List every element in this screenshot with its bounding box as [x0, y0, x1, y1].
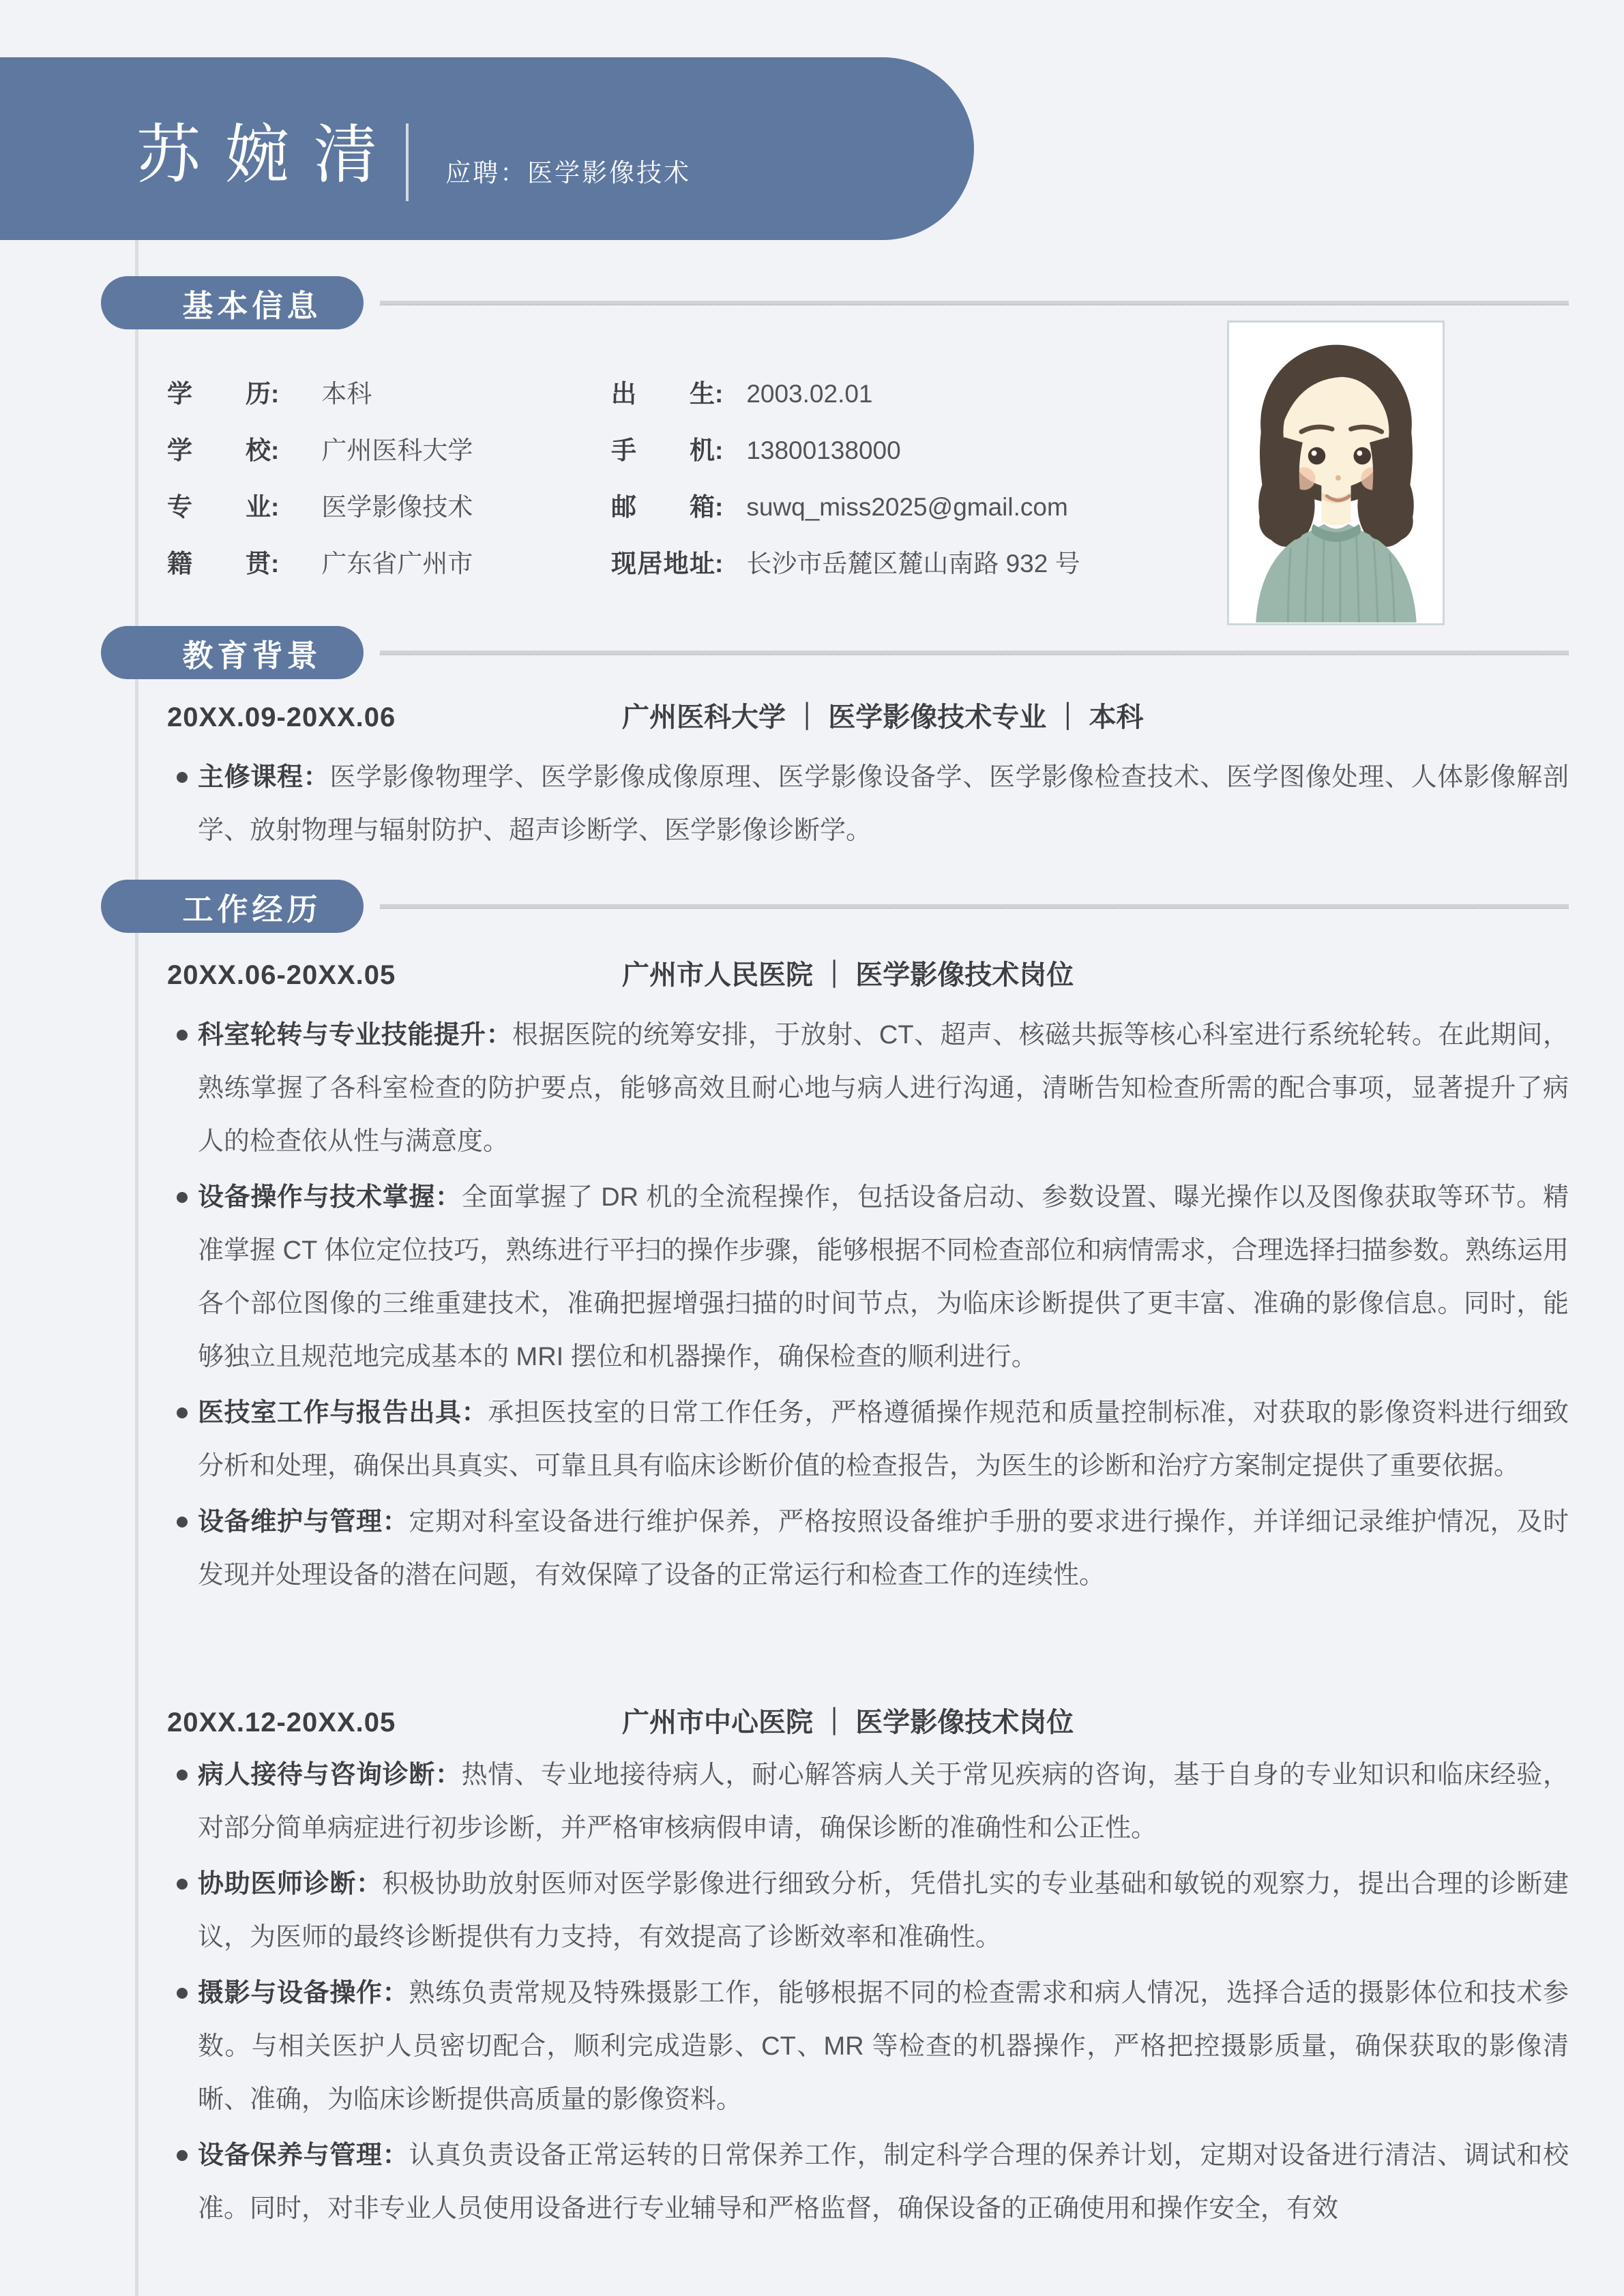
- job1-period: 20XX.06-20XX.05: [167, 960, 396, 990]
- field-value: 13800138000: [746, 436, 901, 464]
- section-title-basic: 基本信息: [101, 276, 364, 329]
- field-value: suwq_miss2025@gmail.com: [746, 493, 1068, 521]
- job1-bullets: [167, 1009, 1569, 1605]
- section-rule: [380, 651, 1569, 655]
- education-bullets: [167, 751, 1569, 860]
- section-head-work: [101, 880, 1569, 933]
- bullet-dot: [177, 1407, 188, 1418]
- header-band: [0, 57, 974, 240]
- field-value: 医学影像技术: [321, 493, 473, 521]
- field-label: 学校: [167, 436, 271, 464]
- timeline-line: [135, 240, 138, 2296]
- info-row-birth: 出生: 2003.02.01: [611, 366, 1080, 422]
- job2-period: 20XX.12-20XX.05: [167, 1708, 396, 1738]
- bullet-dot: [177, 1192, 188, 1203]
- field-value: 广州医科大学: [321, 436, 473, 464]
- field-value: 本科: [321, 380, 372, 408]
- bullet-text: 承担医技室的日常工作任务，严格遵循操作规范和质量控制标准，对获取的影像资料进行细致分析和处理，确保出具真实、可靠且具有临床诊断价值的检查报告，为医生的诊断和治疗方案制定提供了重要依据。: [198, 1399, 1569, 1480]
- bullet-text: 熟练负责常规及特殊摄影工作，能够根据不同的检查需求和病人情况，选择合适的摄影体位和技术参数。与相关医护人员密切配合，顺利完成造影、CT、MR 等检查的机器操作，严格把控摄影质量，确保获取的影像清晰、准确，为临床诊断提供高质量的影像资料。: [198, 1979, 1569, 2114]
- field-label: 籍贯: [167, 550, 271, 578]
- info-row-hometown: 籍贯: 广东省广州市: [167, 535, 473, 592]
- education-school-line: 广州医科大学 ｜ 医学影像技术专业 ｜ 本科: [622, 702, 1144, 732]
- section-head-education: [101, 626, 1569, 679]
- field-label: 出生: [611, 380, 715, 408]
- bullet-item: 协助医师诊断：积极协助放射医师对医学影像进行细致分析，凭借扎实的专业基础和敏锐的观察力，提出合理的诊断建议，为医师的最终诊断提供有力支持，有效提高了诊断效率和准确性。: [167, 1858, 1569, 1964]
- info-row-address: 现居地址: 长沙市岳麓区麓山南路 932 号: [611, 535, 1080, 592]
- section-rule: [380, 904, 1569, 909]
- bullet-item: 设备保养与管理：认真负责设备正常运转的日常保养工作，制定科学合理的保养计划，定期对设备进行清洁、调试和校准。同时，对非专业人员使用设备进行专业辅导和严格监督，确保设备的正确使用和操作安全，有效: [167, 2129, 1569, 2235]
- bullet-text: 医学影像物理学、医学影像成像原理、医学影像设备学、医学影像检查技术、医学图像处理、人体影像解剖学、放射物理与辐射防护、超声诊断学、医学影像诊断学。: [198, 763, 1569, 845]
- info-row-degree: 学历: 本科: [167, 366, 473, 422]
- bullet-text: 认真负责设备正常运转的日常保养工作，制定科学合理的保养计划，定期对设备进行清洁、调试和校准。同时，对非专业人员使用设备进行专业辅导和严格监督，确保设备的正确使用和操作安全，有效: [198, 2141, 1569, 2223]
- info-row-email: 邮箱: suwq_miss2025@gmail.com: [611, 479, 1080, 535]
- section-title-education: 教育背景: [101, 626, 364, 679]
- avatar-illustration: [1229, 323, 1443, 623]
- field-label: 学历: [167, 380, 271, 408]
- bullet-item: 摄影与设备操作：熟练负责常规及特殊摄影工作，能够根据不同的检查需求和病人情况，选择合适的摄影体位和技术参数。与相关医护人员密切配合，顺利完成造影、CT、MR 等检查的机器操作，严格把控摄影质量，确保获取的影像清晰、准确，为临床诊断提供高质量的影像资料。: [167, 1967, 1569, 2126]
- education-entry-head: [167, 697, 1569, 738]
- bullet-dot: [177, 1988, 188, 1999]
- section-rule: [380, 301, 1569, 305]
- education-period: 20XX.09-20XX.06: [167, 702, 396, 732]
- bullet-item: 科室轮转与专业技能提升：根据医院的统筹安排，于放射、CT、超声、核磁共振等核心科室进行系统轮转。在此期间，熟练掌握了各科室检查的防护要点，能够高效且耐心地与病人进行沟通，清晰告知检查所需的配合事项，显著提升了病人的检查依从性与满意度。: [167, 1009, 1569, 1168]
- apply-position: 应聘：医学影像技术: [445, 159, 692, 187]
- field-label: 手机: [611, 436, 715, 464]
- job2-title: 广州市中心医院 ｜ 医学影像技术岗位: [622, 1708, 1074, 1738]
- bullet-dot: [177, 772, 188, 783]
- field-value: 2003.02.01: [746, 380, 873, 408]
- bullet-item: 设备操作与技术掌握：全面掌握了 DR 机的全流程操作，包括设备启动、参数设置、曝光操作以及图像获取等环节。精准掌握 CT 体位定位技巧，熟练进行平扫的操作步骤，能够根据不同检查部位和病情需求，合理选择扫描参数。熟练运用各个部位图像的三维重建技术，准确把握增强扫描的时间节点，为临床诊断提供了更丰富、准确的影像信息。同时，能够独立且规范地完成基本的 MRI 摆位和机器操作，确保检查的顺利进行。: [167, 1171, 1569, 1384]
- basic-info-left-column: [167, 366, 473, 592]
- bullet-text: 根据医院的统筹安排，于放射、CT、超声、核磁共振等核心科室进行系统轮转。在此期间，熟练掌握了各科室检查的防护要点，能够高效且耐心地与病人进行沟通，清晰告知检查所需的配合事项，显著提升了病人的检查依从性与满意度。: [198, 1021, 1569, 1156]
- bullet-text: 热情、专业地接待病人，耐心解答病人关于常见疾病的咨询，基于自身的专业知识和临床经验，对部分简单病症进行初步诊断，并严格审核病假申请，确保诊断的准确性和公正性。: [198, 1761, 1569, 1843]
- bullet-text: 全面掌握了 DR 机的全流程操作，包括设备启动、参数设置、曝光操作以及图像获取等环节。精准掌握 CT 体位定位技巧，熟练进行平扫的操作步骤，能够根据不同检查部位和病情需求，合理选择扫描参数。熟练运用各个部位图像的三维重建技术，准确把握增强扫描的时间节点，为临床诊断提供了更丰富、准确的影像信息。同时，能够独立且规范地完成基本的 MRI 摆位和机器操作，确保检查的顺利进行。: [198, 1183, 1569, 1371]
- candidate-name: 苏婉清: [136, 118, 402, 190]
- field-value: 广东省广州市: [321, 550, 473, 578]
- bullet-dot: [177, 1517, 188, 1527]
- section-title-work: 工作经历: [101, 880, 364, 933]
- bullet-item: 主修课程：医学影像物理学、医学影像成像原理、医学影像设备学、医学影像检查技术、医学图像处理、人体影像解剖学、放射物理与辐射防护、超声诊断学、医学影像诊断学。: [167, 751, 1569, 857]
- info-row-major: 专业: 医学影像技术: [167, 479, 473, 535]
- bullet-item: 病人接待与咨询诊断：热情、专业地接待病人，耐心解答病人关于常见疾病的咨询，基于自身的专业知识和临床经验，对部分简单病症进行初步诊断，并严格审核病假申请，确保诊断的准确性和公正性。: [167, 1748, 1569, 1855]
- job1-entry-head: [167, 955, 1569, 996]
- job2-entry-head: [167, 1702, 1569, 1743]
- field-label: 邮箱: [611, 493, 715, 521]
- bullet-text: 定期对科室设备进行维护保养，严格按照设备维护手册的要求进行操作，并详细记录维护情况，及时发现并处理设备的潜在问题，有效保障了设备的正常运行和检查工作的连续性。: [198, 1508, 1569, 1590]
- bullet-text: 积极协助放射医师对医学影像进行细致分析，凭借扎实的专业基础和敏锐的观察力，提出合理的诊断建议，为医师的最终诊断提供有力支持，有效提高了诊断效率和准确性。: [198, 1870, 1569, 1952]
- bullet-item: 医技室工作与报告出具：承担医技室的日常工作任务，严格遵循操作规范和质量控制标准，对获取的影像资料进行细致分析和处理，确保出具真实、可靠且具有临床诊断价值的检查报告，为医生的诊断和治疗方案制定提供了重要依据。: [167, 1386, 1569, 1493]
- field-label: 现居地址: [611, 550, 715, 578]
- bullet-dot: [177, 1030, 188, 1041]
- bullet-dot: [177, 1879, 188, 1890]
- job2-bullets: [167, 1748, 1569, 2238]
- field-label: 专业: [167, 493, 271, 521]
- header-divider: [406, 123, 409, 201]
- job1-title: 广州市人民医院 ｜ 医学影像技术岗位: [622, 960, 1074, 990]
- bullet-dot: [177, 1770, 188, 1780]
- bullet-dot: [177, 2150, 188, 2161]
- info-row-phone: 手机: 13800138000: [611, 422, 1080, 479]
- field-value: 长沙市岳麓区麓山南路 932 号: [746, 550, 1080, 578]
- basic-info-right-column: [611, 366, 1080, 592]
- id-photo: [1227, 320, 1445, 625]
- bullet-item: 设备维护与管理：定期对科室设备进行维护保养，严格按照设备维护手册的要求进行操作，并详细记录维护情况，及时发现并处理设备的潜在问题，有效保障了设备的正常运行和检查工作的连续性。: [167, 1495, 1569, 1602]
- info-row-school: 学校: 广州医科大学: [167, 422, 473, 479]
